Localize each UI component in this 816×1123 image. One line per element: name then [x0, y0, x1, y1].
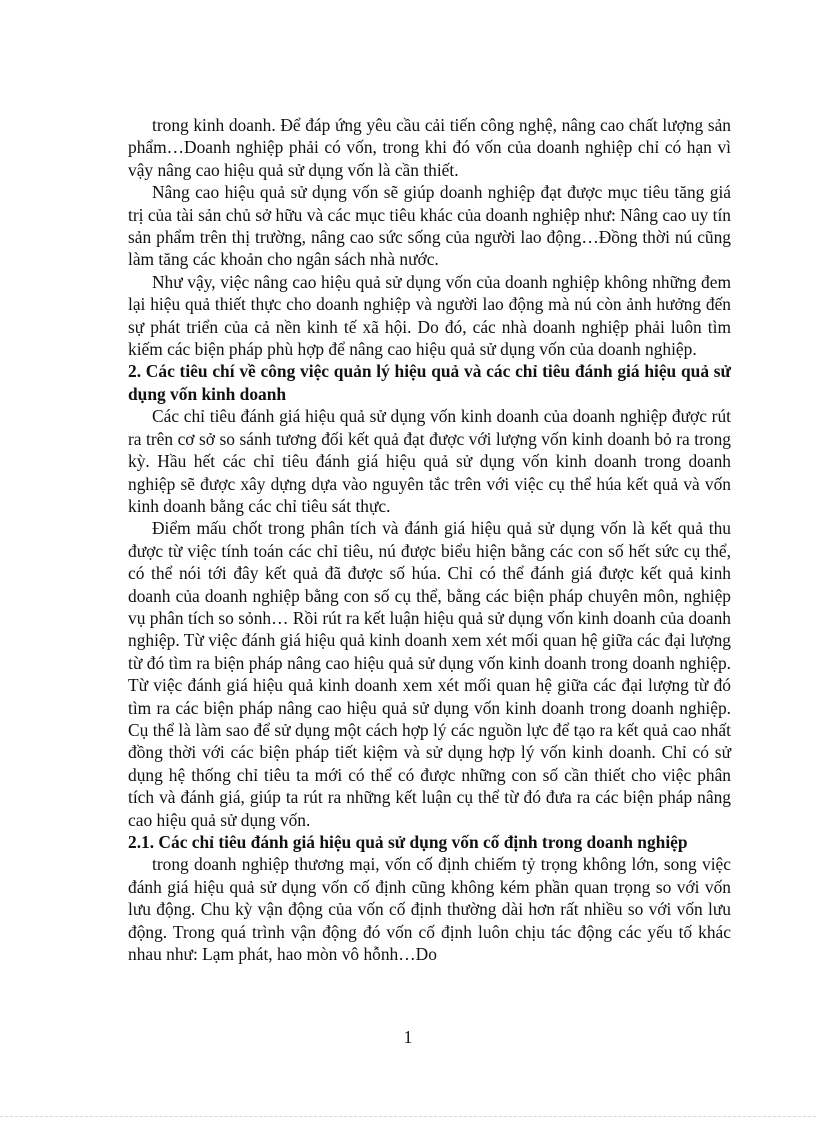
page-body: [128, 114, 731, 965]
paragraph-criteria: Các chỉ tiêu đánh giá hiệu quả sử dụng vốn kinh doanh của doanh nghiệp được rút ra trên cơ sở so sánh tương đối kết quả đạt được với lượng vốn kinh doanh bỏ ra trong kỳ. Hầu hết các chỉ tiêu đánh giá hiệu quả sử dụng vốn kinh doanh trong doanh nghiệp sẽ được xây dựng dựa vào nguyên tắc trên với việc cụ thể húa kết quả và vốn kinh doanh bằng các chỉ tiêu sát thực.: [128, 406, 731, 516]
paragraph-benefits: Nâng cao hiệu quả sử dụng vốn sẽ giúp doanh nghiệp đạt được mục tiêu tăng giá trị của tài sản chủ sở hữu và các mục tiêu khác của doanh nghiệp như: Nâng cao uy tín sản phẩm trên thị trường, nâng cao sức sống của người lao động…Đồng thời nú cũng làm tăng các khoản cho ngân sách nhà nước.: [128, 182, 731, 270]
paragraph-conclusion: Như vậy, việc nâng cao hiệu quả sử dụng vốn của doanh nghiệp không những đem lại hiệu quả thiết thực cho doanh nghiệp và người lao động mà nú còn ảnh hưởng đến sự phát triển của cả nền kinh tế xã hội. Do đó, các nhà doanh nghiệp phải luôn tìm kiếm các biện pháp phù hợp để nâng cao hiệu quả sử dụng vốn của doanh nghiệp.: [128, 271, 731, 360]
section-heading-2-1: 2.1. Các chỉ tiêu đánh giá hiệu quả sử dụng vốn cố định trong doanh nghiệp: [128, 832, 688, 852]
section-heading-2: 2. Các tiêu chí về công việc quản lý hiệu quả và các chỉ tiêu đánh giá hiệu quả sử dụng vốn kinh doanh: [128, 361, 731, 404]
page-bottom-divider: [0, 1116, 816, 1117]
paragraph-fixed-capital: trong doanh nghiệp thương mại, vốn cố định chiếm tỷ trọng không lớn, song việc đánh giá hiệu quả sử dụng vốn cố định cũng không kém phần quan trọng so với vốn lưu động. Chu kỳ vận động của vốn cố định thường dài hơn rất nhiều so với vốn lưu động. Trong quá trình vận động đó vốn cố định luôn chịu tác động các yếu tố khác nhau như: Lạm phát, hao mòn vô hỗnh…Do: [128, 854, 731, 965]
paragraph-continuation: trong kinh doanh. Để đáp ứng yêu cầu cải tiến công nghệ, nâng cao chất lượng sản phẩm…Doanh nghiệp phải có vốn, trong khi đó vốn của doanh nghiệp chỉ có hạn vì vậy nâng cao hiệu quả sử dụng vốn là cần thiết.: [128, 115, 731, 180]
page-number: 1: [403, 1027, 413, 1047]
paragraph-key-point: Điểm mấu chốt trong phân tích và đánh giá hiệu quả sử dụng vốn là kết quả thu được từ việc tính toán các chỉ tiêu, nú được biểu hiện bằng các con số hết sức cụ thể, có thể nói tới đây kết quả đã được số húa. Chỉ có thể đánh giá được kết quả kinh doanh của doanh nghiệp bằng con số cụ thể, bằng các biện pháp chuyên môn, nghiệp vụ phân tích so sỏnh… Rồi rút ra kết luận hiệu quả sử dụng vốn kinh doanh của doanh nghiệp. Từ việc đánh giá hiệu quả kinh doanh xem xét mối quan hệ giữa các đại lượng từ đó tìm ra biện pháp nâng cao hiệu quả sử dụng vốn kinh doanh trong doanh nghiệp. Từ việc đánh giá hiệu quả kinh doanh xem xét mối quan hệ giữa các đại lượng từ đó tìm ra các biện pháp nâng cao hiệu quả sử dụng vốn kinh doanh trong doanh nghiệp. Cụ thể là làm sao để sử dụng một cách hợp lý các nguồn lực để tạo ra kết quả cao nhất đồng thời với các biện pháp tiết kiệm và sử dụng hợp lý vốn kinh doanh. Chỉ có sử dụng hệ thống chỉ tiêu ta mới có thể có được những con số cần thiết cho việc phân tích và đánh giá, giúp ta rút ra những kết luận cụ thể từ đó đưa ra các biện pháp nâng cao hiệu quả sử dụng vốn.: [128, 518, 731, 830]
